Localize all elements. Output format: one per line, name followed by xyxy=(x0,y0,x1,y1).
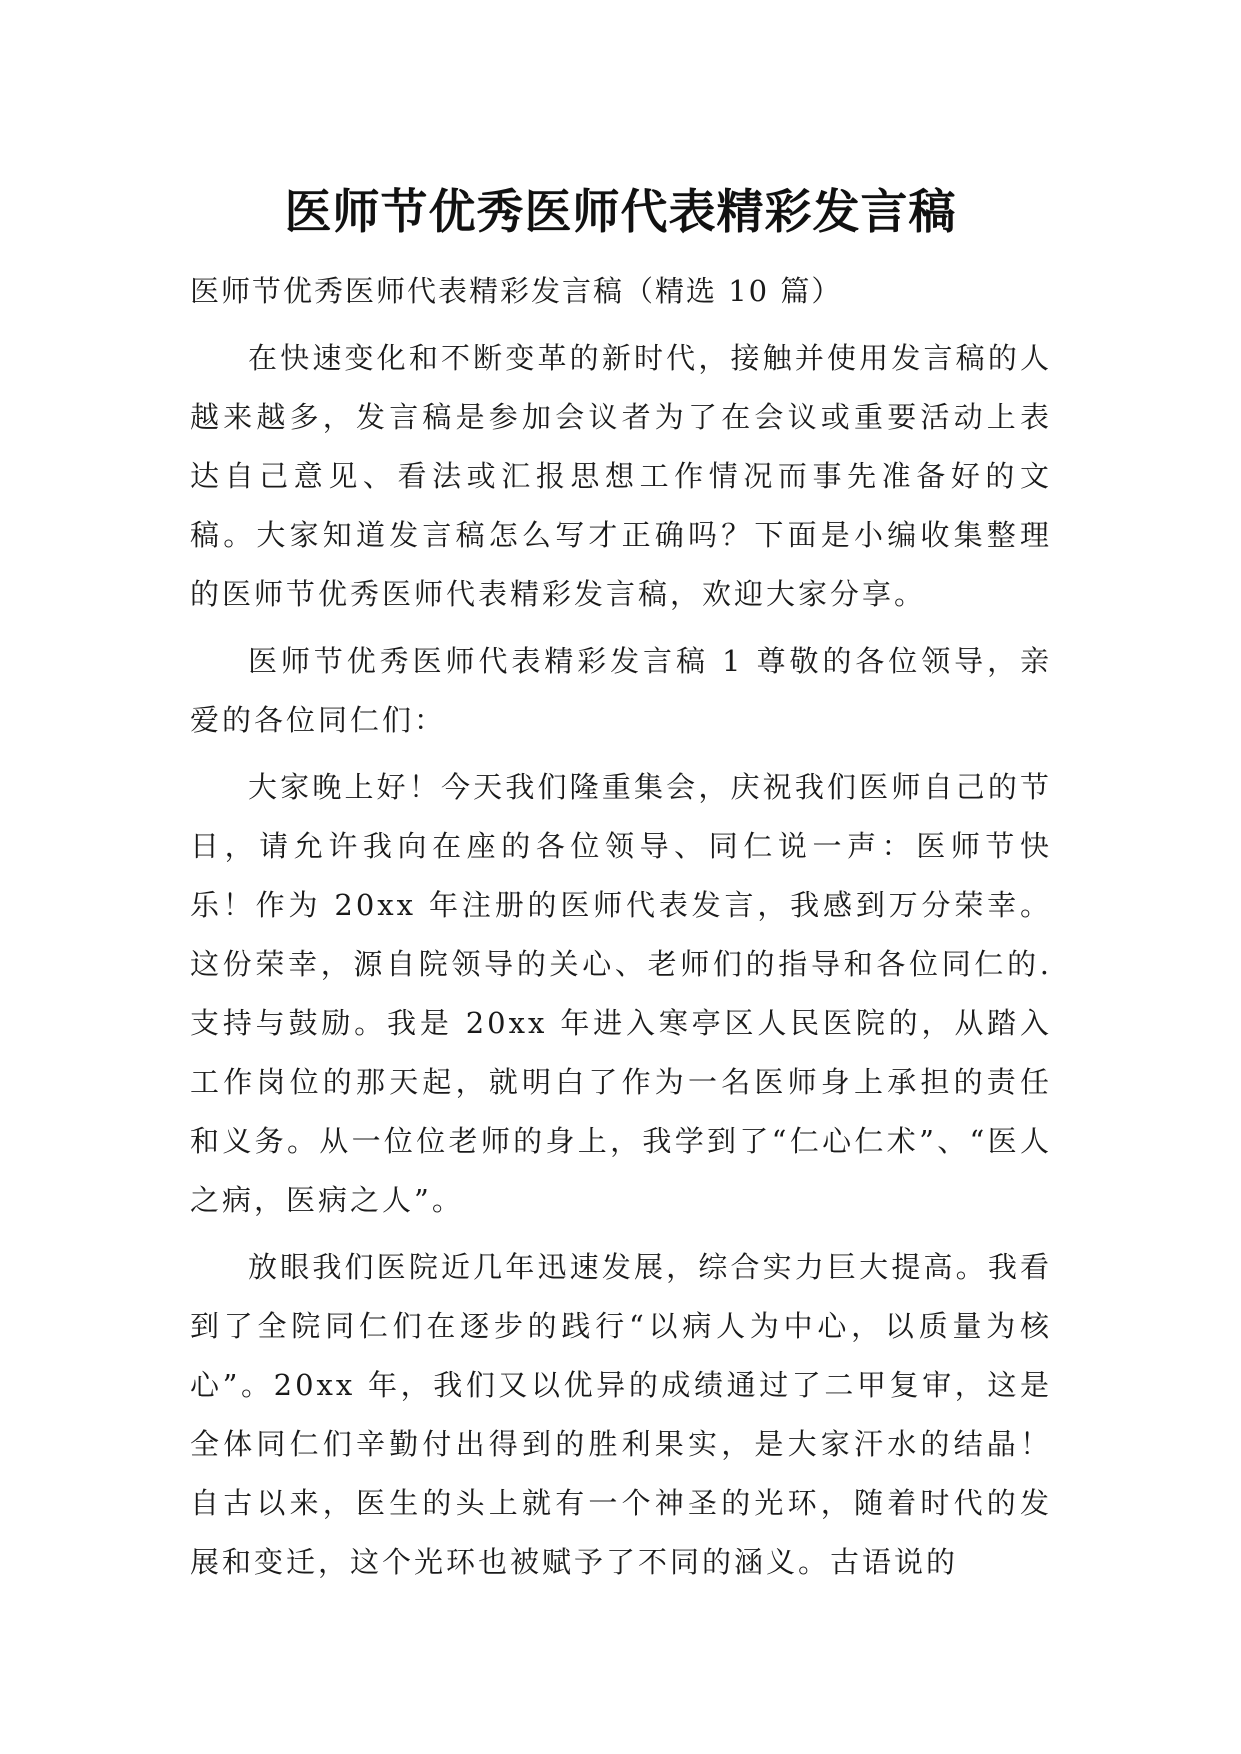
paragraph-intro: 在快速变化和不断变革的新时代，接触并使用发言稿的人越来越多，发言稿是参加会议者为了在会议或重要活动上表达自己意见、看法或汇报思想工作情况而事先准备好的文稿。大家知道发言稿怎么写才正确吗？下面是小编收集整理的医师节优秀医师代表精彩发言稿，欢迎大家分享。 xyxy=(190,341,1052,611)
document-body xyxy=(190,262,1052,1592)
paragraph-greeting: 医师节优秀医师代表精彩发言稿 1 尊敬的各位领导，亲爱的各位同仁们： xyxy=(190,644,1052,737)
paragraph-speech-2: 放眼我们医院近几年迅速发展，综合实力巨大提高。我看到了全院同仁们在逐步的践行“以病人为中心，以质量为核心”。20xx 年，我们又以优异的成绩通过了二甲复审，这是全体同仁们辛勤付出得到的胜利果实，是大家汗水的结晶！自古以来，医生的头上就有一个神圣的光环，随着时代的发展和变迁，这个光环也被赋予了不同的涵义。古语说的 xyxy=(190,1250,1052,1579)
document-subtitle: 医师节优秀医师代表精彩发言稿（精选 10 篇） xyxy=(190,274,843,308)
paragraph-speech-1: 大家晚上好！今天我们隆重集会，庆祝我们医师自己的节日，请允许我向在座的各位领导、同仁说一声：医师节快乐！作为 20xx 年注册的医师代表发言，我感到万分荣幸。这份荣幸，源自院领导的关心、老师们的指导和各位同仁的.支持与鼓励。我是 20xx 年进入寒亭区人民医院的，从踏入工作岗位的那天起，就明白了作为一名医师身上承担的责任和义务。从一位位老师的身上，我学到了“仁心仁术”、“医人之病，医病之人”。 xyxy=(190,770,1052,1217)
document-title: 医师节优秀医师代表精彩发言稿 xyxy=(284,185,957,241)
